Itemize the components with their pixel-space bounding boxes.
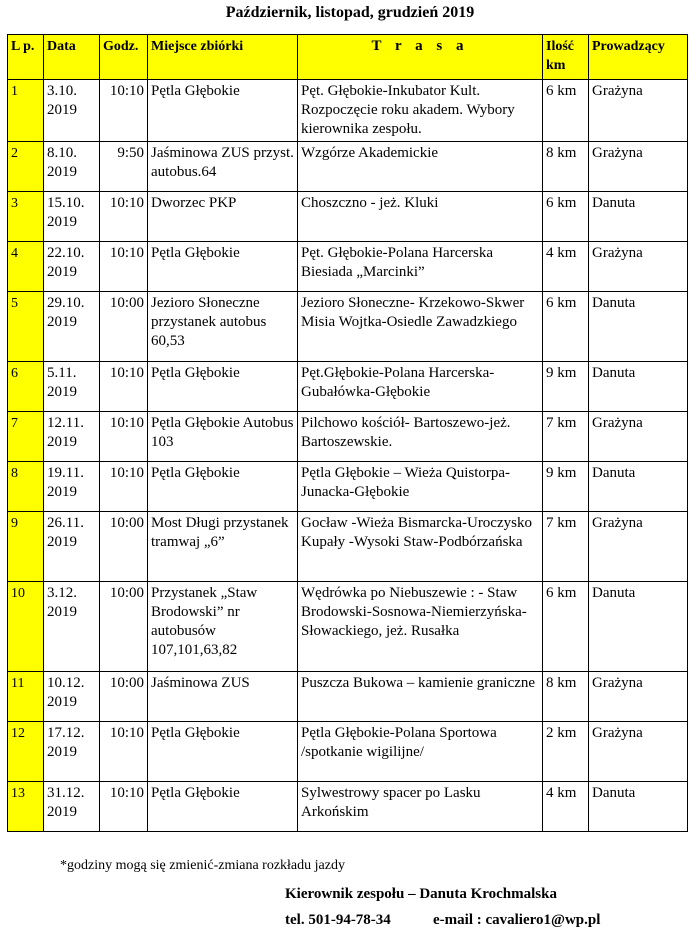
header-lp: L p. xyxy=(8,35,44,80)
cell-ilosc: 6 km xyxy=(543,582,589,672)
cell-godz: 10:00 xyxy=(100,672,148,722)
table-row xyxy=(8,782,688,832)
cell-data: 10.12. 2019 xyxy=(44,672,100,722)
cell-lp: 10 xyxy=(8,582,44,672)
cell-prowadzacy: Danuta xyxy=(589,782,688,832)
table-row xyxy=(8,142,688,192)
cell-ilosc: 6 km xyxy=(543,80,589,142)
cell-ilosc: 6 km xyxy=(543,292,589,362)
table-row xyxy=(8,292,688,362)
cell-ilosc: 8 km xyxy=(543,672,589,722)
cell-godz: 10:10 xyxy=(100,242,148,292)
cell-trasa: Gocław -Wieża Bismarcka-Uroczysko Kupały -Wysoki Staw-Podbórzańska xyxy=(298,512,543,582)
cell-godz: 10:10 xyxy=(100,362,148,412)
cell-data: 19.11. 2019 xyxy=(44,462,100,512)
cell-prowadzacy: Grażyna xyxy=(589,722,688,782)
cell-lp: 12 xyxy=(8,722,44,782)
schedule-table xyxy=(7,34,688,832)
cell-prowadzacy: Danuta xyxy=(589,362,688,412)
cell-miejsce: Pętla Głębokie xyxy=(148,462,298,512)
table-row xyxy=(8,582,688,672)
cell-trasa: Pętla Głębokie – Wieża Quistorpa-Junacka-Głębokie xyxy=(298,462,543,512)
cell-prowadzacy: Danuta xyxy=(589,582,688,672)
cell-prowadzacy: Grażyna xyxy=(589,672,688,722)
cell-trasa: Wędrówka po Niebuszewie : - Staw Brodowski-Sosnowa-Niemierzyńska-Słowackiego, jeż. Rusałka xyxy=(298,582,543,672)
cell-miejsce: Pętla Głębokie xyxy=(148,722,298,782)
cell-trasa: Puszcza Bukowa – kamienie graniczne xyxy=(298,672,543,722)
cell-ilosc: 7 km xyxy=(543,412,589,462)
cell-lp: 2 xyxy=(8,142,44,192)
cell-trasa: Pęt. Głębokie-Polana Harcerska Biesiada „Marcinki” xyxy=(298,242,543,292)
cell-prowadzacy: Danuta xyxy=(589,462,688,512)
cell-trasa: Wzgórze Akademickie xyxy=(298,142,543,192)
cell-miejsce: Dworzec PKP xyxy=(148,192,298,242)
cell-lp: 5 xyxy=(8,292,44,362)
cell-miejsce: Pętla Głębokie Autobus 103 xyxy=(148,412,298,462)
cell-trasa: Pęt. Głębokie-Inkubator Kult. Rozpoczęcie roku akadem. Wybory kierownika zespołu. xyxy=(298,80,543,142)
cell-godz: 10:10 xyxy=(100,412,148,462)
cell-prowadzacy: Grażyna xyxy=(589,242,688,292)
table-row xyxy=(8,512,688,582)
cell-data: 12.11. 2019 xyxy=(44,412,100,462)
page-title: Październik, listopad, grudzień 2019 xyxy=(225,4,475,21)
cell-trasa: Choszczno - jeż. Kluki xyxy=(298,192,543,242)
cell-lp: 13 xyxy=(8,782,44,832)
cell-godz: 10:00 xyxy=(100,292,148,362)
cell-ilosc: 4 km xyxy=(543,242,589,292)
header-miejsce: Miejsce zbiórki xyxy=(148,35,298,80)
cell-lp: 3 xyxy=(8,192,44,242)
table-row xyxy=(8,242,688,292)
table-row xyxy=(8,722,688,782)
cell-lp: 11 xyxy=(8,672,44,722)
email-address: e-mail : cavaliero1@wp.pl xyxy=(433,912,601,928)
header-prowadzacy: Prowadzący xyxy=(589,35,688,80)
header-godz: Godz. xyxy=(100,35,148,80)
cell-ilosc: 9 km xyxy=(543,462,589,512)
cell-data: 8.10. 2019 xyxy=(44,142,100,192)
cell-trasa: Pętla Głębokie-Polana Sportowa /spotkanie wigilijne/ xyxy=(298,722,543,782)
header-trasa: T r a s a xyxy=(298,35,543,80)
cell-prowadzacy: Grażyna xyxy=(589,412,688,462)
cell-ilosc: 8 km xyxy=(543,142,589,192)
header-ilosc: Ilość km xyxy=(543,35,589,80)
cell-prowadzacy: Grażyna xyxy=(589,142,688,192)
cell-godz: 10:10 xyxy=(100,722,148,782)
cell-data: 29.10. 2019 xyxy=(44,292,100,362)
cell-godz: 10:00 xyxy=(100,512,148,582)
cell-lp: 4 xyxy=(8,242,44,292)
table-row xyxy=(8,672,688,722)
cell-lp: 6 xyxy=(8,362,44,412)
cell-trasa: Pilchowo kościół- Bartoszewo-jeż. Bartoszewskie. xyxy=(298,412,543,462)
cell-godz: 10:10 xyxy=(100,462,148,512)
cell-ilosc: 2 km xyxy=(543,722,589,782)
cell-godz: 10:10 xyxy=(100,782,148,832)
table-row xyxy=(8,80,688,142)
cell-ilosc: 4 km xyxy=(543,782,589,832)
cell-godz: 10:10 xyxy=(100,80,148,142)
cell-godz: 10:10 xyxy=(100,192,148,242)
cell-godz: 10:00 xyxy=(100,582,148,672)
cell-data: 5.11. 2019 xyxy=(44,362,100,412)
cell-ilosc: 9 km xyxy=(543,362,589,412)
cell-lp: 8 xyxy=(8,462,44,512)
cell-prowadzacy: Grażyna xyxy=(589,512,688,582)
cell-data: 15.10. 2019 xyxy=(44,192,100,242)
cell-miejsce: Jaśminowa ZUS przyst. autobus.64 xyxy=(148,142,298,192)
cell-data: 3.10. 2019 xyxy=(44,80,100,142)
cell-lp: 1 xyxy=(8,80,44,142)
cell-miejsce: Pętla Głębokie xyxy=(148,362,298,412)
cell-data: 3.12. 2019 xyxy=(44,582,100,672)
cell-ilosc: 6 km xyxy=(543,192,589,242)
phone-number: tel. 501-94-78-34 xyxy=(285,912,391,928)
cell-data: 26.11. 2019 xyxy=(44,512,100,582)
table-row xyxy=(8,362,688,412)
header-row xyxy=(8,35,688,80)
cell-miejsce: Pętla Głębokie xyxy=(148,242,298,292)
cell-trasa: Jezioro Słoneczne- Krzekowo-Skwer Misia Wojtka-Osiedle Zawadzkiego xyxy=(298,292,543,362)
cell-miejsce: Przystanek „Staw Brodowski” nr autobusów 107,101,63,82 xyxy=(148,582,298,672)
cell-trasa: Sylwestrowy spacer po Lasku Arkońskim xyxy=(298,782,543,832)
cell-trasa: Pęt.Głębokie-Polana Harcerska-Gubałówka-Głębokie xyxy=(298,362,543,412)
table-row xyxy=(8,412,688,462)
cell-lp: 7 xyxy=(8,412,44,462)
cell-data: 31.12. 2019 xyxy=(44,782,100,832)
leader-info: Kierownik zespołu – Danuta Krochmalska xyxy=(285,886,557,902)
cell-data: 22.10. 2019 xyxy=(44,242,100,292)
cell-miejsce: Pętla Głębokie xyxy=(148,782,298,832)
cell-miejsce: Most Długi przystanek tramwaj „6” xyxy=(148,512,298,582)
cell-lp: 9 xyxy=(8,512,44,582)
cell-miejsce: Pętla Głębokie xyxy=(148,80,298,142)
cell-ilosc: 7 km xyxy=(543,512,589,582)
cell-godz: 9:50 xyxy=(100,142,148,192)
footnote: *godziny mogą się zmienić-zmiana rozkładu jazdy xyxy=(60,858,345,873)
header-data: Data xyxy=(44,35,100,80)
cell-miejsce: Jaśminowa ZUS xyxy=(148,672,298,722)
cell-prowadzacy: Grażyna xyxy=(589,80,688,142)
cell-prowadzacy: Danuta xyxy=(589,292,688,362)
cell-miejsce: Jezioro Słoneczne przystanek autobus 60,53 xyxy=(148,292,298,362)
table-row xyxy=(8,462,688,512)
contact-info xyxy=(285,912,695,929)
cell-data: 17.12. 2019 xyxy=(44,722,100,782)
table-row xyxy=(8,192,688,242)
cell-prowadzacy: Danuta xyxy=(589,192,688,242)
